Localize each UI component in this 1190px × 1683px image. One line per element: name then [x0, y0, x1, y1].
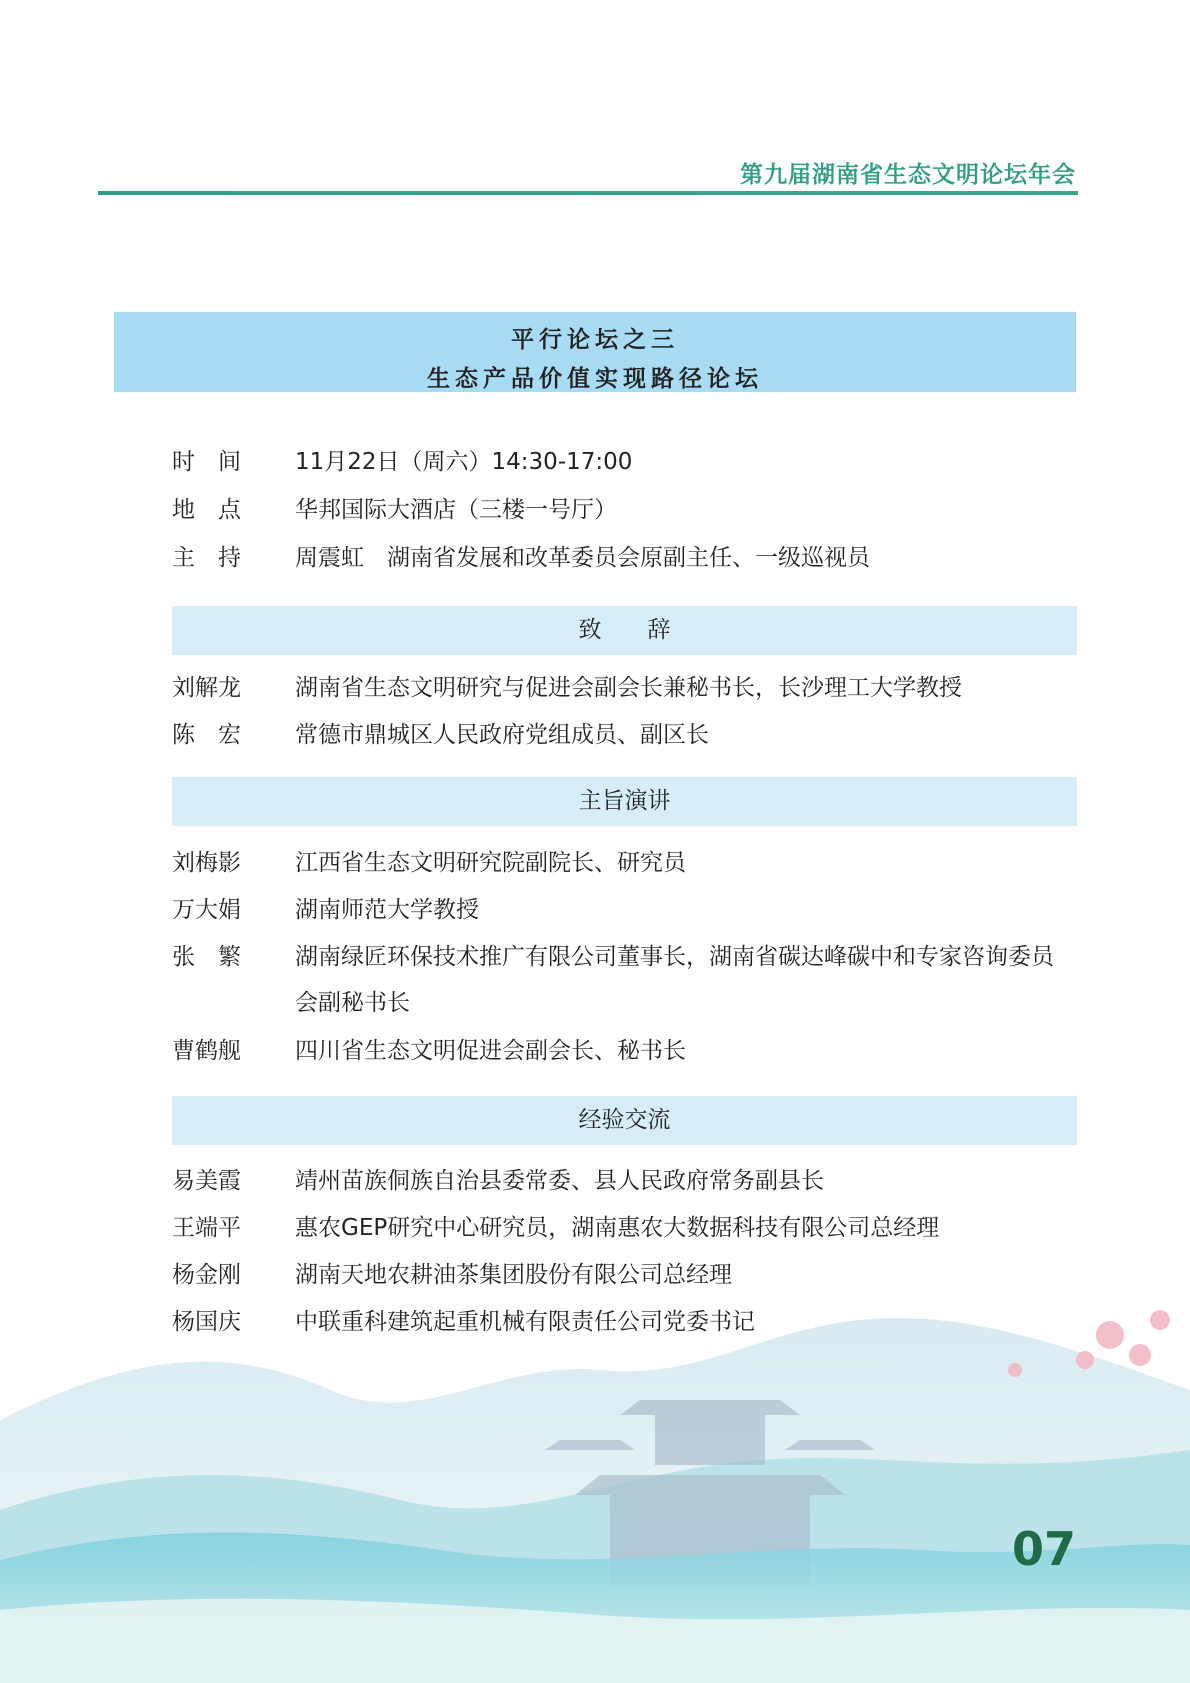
person-name: 易美霞 — [172, 1168, 241, 1194]
info-label: 地 点 — [172, 497, 241, 523]
person-name: 杨国庆 — [172, 1309, 241, 1335]
person-name: 刘梅影 — [172, 850, 241, 876]
section-band-welcome: 致 辞 — [172, 606, 1077, 655]
forum-title: 生态产品价值实现路径论坛 — [427, 366, 763, 392]
person-desc: 惠农GEP研究中心研究员，湖南惠农大数据科技有限公司总经理 — [295, 1215, 940, 1241]
info-value: 华邦国际大酒店（三楼一号厅） — [295, 497, 617, 523]
person-desc: 靖州苗族侗族自治县委常委、县人民政府常务副县长 — [295, 1168, 824, 1194]
section-band-keynote: 主旨演讲 — [172, 777, 1077, 826]
person-name: 曹鹤舰 — [172, 1038, 241, 1064]
person-desc: 四川省生态文明促进会副会长、秘书长 — [295, 1038, 686, 1064]
forum-subtitle: 平行论坛之三 — [511, 327, 679, 353]
person-desc: 江西省生态文明研究院副院长、研究员 — [295, 850, 686, 876]
person-desc: 湖南师范大学教授 — [295, 897, 479, 923]
forum-title-box — [114, 312, 1076, 392]
info-label: 主 持 — [172, 545, 241, 571]
page-number: 07 — [1011, 1522, 1076, 1576]
person-desc: 常德市鼎城区人民政府党组成员、副区长 — [295, 722, 709, 748]
person-desc: 中联重科建筑起重机械有限责任公司党委书记 — [295, 1309, 755, 1335]
person-name: 陈 宏 — [172, 722, 241, 748]
person-name: 杨金刚 — [172, 1262, 241, 1288]
person-name: 刘解龙 — [172, 675, 241, 701]
info-value: 周震虹 湖南省发展和改革委员会原副主任、一级巡视员 — [295, 545, 870, 571]
landscape-illustration — [0, 1300, 1190, 1683]
person-name: 张 繁 — [172, 944, 241, 970]
section-band-exchange: 经验交流 — [172, 1096, 1077, 1145]
info-value: 11月22日（周六）14:30-17:00 — [295, 449, 633, 475]
header-rule — [98, 191, 1078, 195]
person-name: 万大娟 — [172, 897, 241, 923]
person-desc: 湖南天地农耕油茶集团股份有限公司总经理 — [295, 1262, 732, 1288]
info-label: 时 间 — [172, 449, 241, 475]
person-desc: 湖南绿匠环保技术推广有限公司董事长，湖南省碳达峰碳中和专家咨询委员会副秘书长 — [295, 944, 1054, 1016]
header-title: 第九届湖南省生态文明论坛年会 — [740, 162, 1076, 188]
person-desc: 湖南省生态文明研究与促进会副会长兼秘书长，长沙理工大学教授 — [295, 675, 962, 701]
person-name: 王端平 — [172, 1215, 241, 1241]
